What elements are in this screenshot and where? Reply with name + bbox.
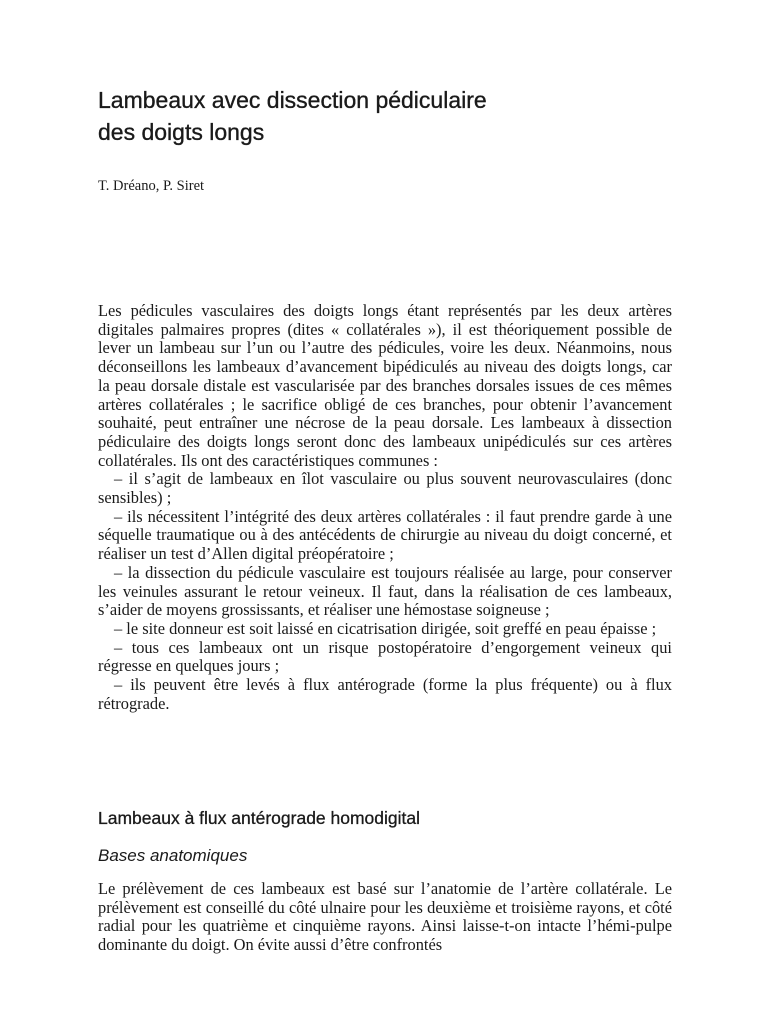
intro-paragraph: Les pédicules vasculaires des doigts longs étant représentés par les deux artères digitales palmaires propres (dites « collatérales »), il est théoriquement possible de lever un lambeau sur l’un ou l’autre des pédicules, voire les deux. Néanmoins, nous déconseillons les lambeaux d’avancement bipédiculés au niveau des doigts longs, car la peau dorsale distale est vascularisée par des branches dorsales issues de ces mêmes artères collatérales ; le sacrifice obligé de ces branches, pour obtenir l’avancement souhaité, peut entraîner une nécrose de la peau dorsale. Les lambeaux à dissection pédiculaire des doigts longs seront donc des lambeaux unipédiculés sur ces artères collatérales. Ils ont des caractéristiques communes :	[98, 301, 672, 470]
article-authors: T. Dréano, P. Siret	[98, 178, 205, 194]
section-body-text	[98, 880, 672, 955]
list-item: – le site donneur est soit laissé en cicatrisation dirigée, soit greffé en peau épaisse ;	[114, 618, 657, 638]
section-paragraph: Le prélèvement de ces lambeaux est basé sur l’anatomie de l’artère collatérale. Le prélèvement est conseillé du côté ulnaire pour les deuxième et troisième rayons, et côté radial pour les quatrième et cinquième rayons. Ainsi laisse-t-on intacte l’hémi-pulpe dominante du doigt. On évite aussi d’être confrontés	[98, 879, 672, 955]
article-title-line-2: des doigts longs	[98, 119, 265, 145]
section-subheading: Bases anatomiques	[98, 846, 248, 865]
list-item: – ils nécessitent l’intégrité des deux artères collatérales : il faut prendre garde à une séquelle traumatique ou à des antécédents de chirurgie au niveau du doigt concerné, et réaliser un test d’Allen digital préopératoire ;	[98, 506, 672, 564]
article-title	[98, 84, 698, 148]
intro-text	[98, 302, 672, 713]
section-heading: Lambeaux à flux antérograde homodigital	[98, 808, 421, 828]
list-item: – la dissection du pédicule vasculaire est toujours réalisée au large, pour conserver les veinules assurant le retour veineux. Il faut, dans la réalisation de ces lambeaux, s’aider de moyens grossissants, et réaliser une hémostase soigneuse ;	[98, 562, 672, 620]
list-item: – tous ces lambeaux ont un risque postopératoire d’engorgement veineux qui régresse en quelques jours ;	[98, 637, 672, 676]
list-item: – il s’agit de lambeaux en îlot vasculaire ou plus souvent neurovasculaires (donc sensibles) ;	[98, 469, 672, 508]
article-title-line-1: Lambeaux avec dissection pédiculaire	[98, 87, 487, 113]
list-item: – ils peuvent être levés à flux antérograde (forme la plus fréquente) ou à flux rétrograde.	[98, 675, 672, 713]
